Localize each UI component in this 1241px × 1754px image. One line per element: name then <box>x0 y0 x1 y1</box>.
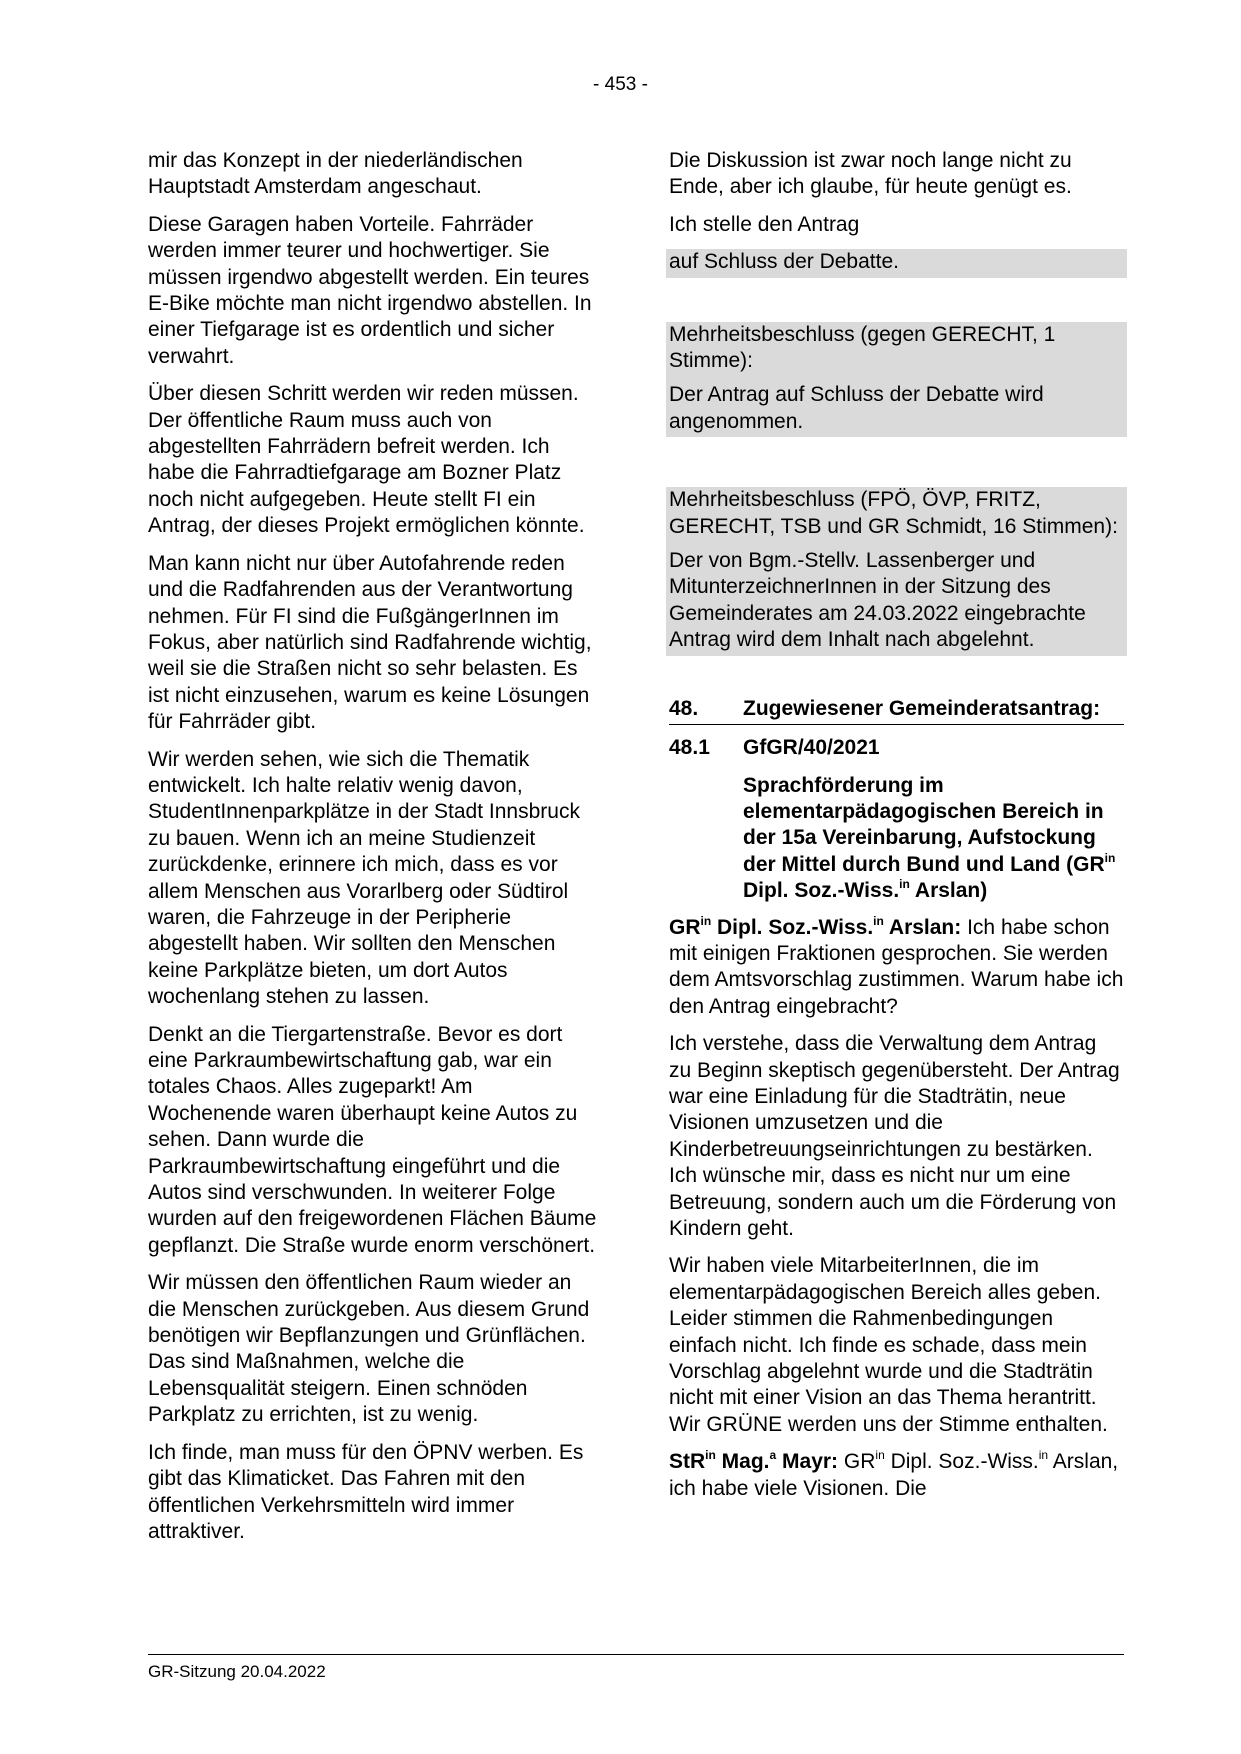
section-number: 48. <box>669 696 699 720</box>
paragraph: Die Diskussion ist zwar noch lange nicht zu Ende, aber ich glaube, für heute genügt es. <box>669 149 1072 199</box>
paragraph: Ich stelle den Antrag <box>669 212 860 236</box>
right-column <box>669 148 1124 1513</box>
resolution-text: Der Antrag auf Schluss der Debatte wird angenommen. <box>669 383 1044 433</box>
motion-box <box>666 249 1127 277</box>
speech-paragraph: StR$^{in}$ Mag.$^a$ Mayr: $GR^{in}$ Dipl. Soz.-Wiss.$^{in}$ Arslan, ich habe viele Visionen. Die <box>669 1448 1119 1500</box>
resolution-box-2 <box>666 487 1127 655</box>
speaker-name: $GR^{in}$ Dipl. Soz.-Wiss.$^{in}$ Arslan: <box>669 913 962 939</box>
paragraph: Wir haben viele MitarbeiterInnen, die im elementarpädagogischen Bereich alles geben. Leider stimmen die Rahmenbedingungen einfach nicht. Ich finde es schade, dass mein Vorschlag abgelehnt wurde und die Stadträtin nicht mit einer Vision an das Thema herantritt. Wir GRÜNE werden uns der Stimme enthalten. <box>669 1254 1108 1436</box>
section-heading-48 <box>669 696 1124 725</box>
section-title: Zugewiesener Gemeinderatsantrag: <box>743 696 1101 720</box>
paragraph: Diese Garagen haben Vorteile. Fahrräder werden immer teurer und hochwertiger. Sie müssen irgendwo abgestellt werden. Ein teures E-Bike möchte man nicht irgendwo abstellen. In einer Tiefgarage ist es ordentlich und sicher verwahrt. <box>148 212 592 368</box>
paragraph: Denkt an die Tiergartenstraße. Bevor es dort eine Parkraumbewirtschaftung gab, war ein totales Chaos. Alles zugeparkt! Am Wochenende waren überhaupt keine Autos zu sehen. Dann wurde die Parkraumbewirtschaftung eingeführt und die Autos sind verschwunden. In weiterer Folge wurden auf den freigewordenen Flächen Bäume gepflanzt. Die Straße wurde enorm verschönert. <box>148 1022 597 1257</box>
speaker-name: StR$^{in}$ Mag.$^a$ Mayr: <box>669 1448 839 1474</box>
speech-paragraph: $GR^{in}$ Dipl. Soz.-Wiss.$^{in}$ Arslan: Ich habe schon mit einigen Fraktionen gesprochen. Sie werden dem Amtsvorschlag zustimmen. Warum habe ich den Antrag eingebracht? <box>669 913 1124 1018</box>
section-subject <box>743 773 1124 905</box>
resolution-title: Mehrheitsbeschluss (gegen GERECHT, 1 Stimme): <box>669 322 1056 373</box>
resolution-title: Mehrheitsbeschluss (FPÖ, ÖVP, FRITZ, GERECHT, TSB und GR Schmidt, 16 Stimmen): <box>669 488 1118 538</box>
paragraph: mir das Konzept in der niederländischen Hauptstadt Amsterdam angeschaut. <box>148 149 523 199</box>
section-number: 48.1 <box>669 736 710 760</box>
paragraph: Über diesen Schritt werden wir reden müssen. Der öffentliche Raum muss auch von abgestellten Fahrrädern befreit werden. Ich habe die Fahrradtiefgarage am Bozner Platz noch nicht aufgegeben. Heute stellt FI ein Antrag, der dieses Projekt ermöglichen könnte. <box>148 382 585 538</box>
paragraph: Wir müssen den öffentlichen Raum wieder an die Menschen zurückgeben. Aus diesem Grund benötigen wir Bepflanzungen und Grünflächen. Das sind Maßnahmen, welche die Lebensqualität steigern. Einen schnöden Parkplatz zu errichten, ist zu wenig. <box>148 1271 590 1427</box>
resolution-text: Der von Bgm.-Stellv. Lassenberger und MitunterzeichnerInnen in der Sitzung des Gemeinderates am 24.03.2022 eingebrachte Antrag wird dem Inhalt nach abgelehnt. <box>669 549 1086 652</box>
motion-text: auf Schluss der Debatte. <box>669 250 899 274</box>
section-code: GfGR/40/2021 <box>743 736 880 760</box>
subject-author: ($GR^{in}$ Dipl. Soz.-Wiss.$^{in}$ Arslan) <box>743 850 1116 903</box>
subject-text: Sprachförderung im elementarpädagogischen Bereich in der 15a Vereinbarung, Aufstockung der Mittel durch Bund und Land <box>743 773 1104 876</box>
footer-divider <box>148 1654 1124 1655</box>
section-heading-48-1 <box>669 735 1124 761</box>
page-number: - 453 - <box>593 74 648 95</box>
paragraph: Man kann nicht nur über Autofahrende reden und die Radfahrenden aus der Verantwortung nehmen. Für FI sind die FußgängerInnen im Fokus, aber natürlich sind Radfahrende wichtig, weil sie die Straßen nicht so sehr belasten. Es ist nicht einzusehen, warum es keine Lösungen für Fahrräder gibt. <box>148 551 592 734</box>
resolution-box-1 <box>666 322 1127 438</box>
footer-text: GR-Sitzung 20.04.2022 <box>148 1662 326 1681</box>
paragraph: Ich verstehe, dass die Verwaltung dem Antrag zu Beginn skeptisch gegenübersteht. Der Antrag war eine Einladung für die Stadträtin, neue Visionen umzusetzen und die Kinderbetreuungseinrichtungen zu bestärken. Ich wünsche mir, dass es nicht nur um eine Betreuung, sondern auch um die Förderung von Kindern geht. <box>669 1032 1120 1240</box>
paragraph: Wir werden sehen, wie sich die Thematik entwickelt. Ich halte relativ wenig davon, StudentInnenparkplätze in der Stadt Innsbruck zu bauen. Wenn ich an meine Studienzeit zurückdenke, erinnere ich mich, dass es vor allem Menschen aus Vorarlberg oder Südtirol waren, die Fahrzeuge in der Peripherie abgestellt haben. Wir sollten den Menschen keine Parkplätze bieten, um dort Autos wochenlang stehen zu lassen. <box>148 747 580 1009</box>
left-column <box>148 148 598 1556</box>
paragraph: Ich finde, man muss für den ÖPNV werben. Es gibt das Klimaticket. Das Fahren mit den öffentlichen Verkehrsmitteln wird immer attraktiver. <box>148 1440 584 1543</box>
